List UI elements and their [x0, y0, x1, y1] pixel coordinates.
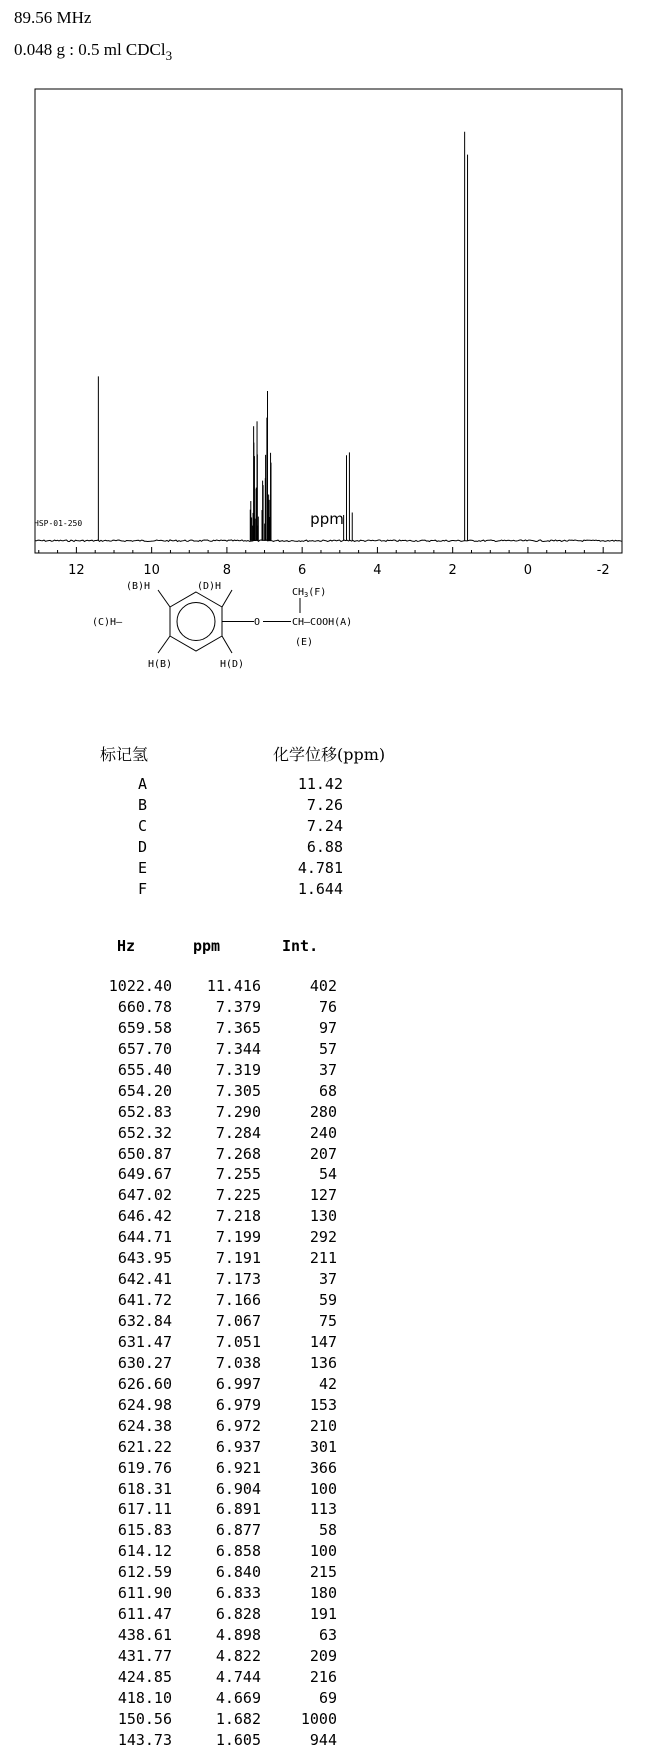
- sample-conditions: [14, 40, 172, 64]
- peak-ppm: 7.225: [215, 1186, 261, 1205]
- peak-int: 180: [309, 1584, 337, 1603]
- peak-int: 944: [309, 1730, 337, 1749]
- peak-hz: 617.11: [117, 1500, 172, 1519]
- peak-hz: 619.76: [117, 1458, 172, 1477]
- peak-ppm: 7.218: [215, 1207, 261, 1226]
- peak-hz: 612.59: [117, 1563, 172, 1582]
- peak-ppm: 7.365: [215, 1018, 261, 1037]
- peak-hz: 614.12: [117, 1542, 172, 1561]
- peak-int: 100: [309, 1479, 337, 1498]
- peak-hz: 626.60: [117, 1374, 172, 1393]
- header-ppm: ppm: [193, 937, 221, 955]
- peak-hz: 657.70: [117, 1039, 172, 1058]
- assignment-shift: 7.26: [306, 796, 343, 814]
- peak-hz: 660.78: [117, 997, 172, 1016]
- peak-int: 59: [318, 1291, 337, 1310]
- peak-hz: 650.87: [117, 1144, 172, 1163]
- peak-hz: 652.83: [117, 1102, 172, 1121]
- header-int: Int.: [282, 937, 319, 955]
- peak-int: 136: [309, 1353, 337, 1372]
- peak-int: 58: [318, 1521, 337, 1540]
- peak-ppm: 7.191: [215, 1249, 261, 1268]
- peak-int: 130: [309, 1207, 337, 1226]
- atom-oxygen: O: [254, 617, 261, 628]
- peak-ppm: 7.173: [215, 1270, 261, 1289]
- peak-hz: 618.31: [117, 1479, 172, 1498]
- peak-ppm: 6.972: [215, 1416, 261, 1435]
- peak-hz: 431.77: [117, 1647, 172, 1665]
- atom-b-top: (B)H: [126, 581, 151, 592]
- peak-int: 147: [309, 1332, 337, 1351]
- x-tick-label: -2: [596, 563, 610, 578]
- assignment-header-label: 标记氢: [100, 745, 149, 764]
- methyl-group: [292, 587, 326, 599]
- sample-subscript: 3: [165, 48, 173, 63]
- atom-c: (C)H—: [92, 617, 123, 628]
- peak-ppm: 7.290: [215, 1102, 261, 1121]
- methyl-label: (F): [308, 587, 327, 598]
- peak-hz: 646.42: [117, 1207, 172, 1226]
- peak-hz: 615.83: [117, 1521, 172, 1540]
- peak-ppm: 6.937: [215, 1437, 261, 1456]
- peak-ppm: 6.921: [215, 1458, 261, 1477]
- assignment-label: D: [138, 838, 148, 856]
- nmr-spectrum-chart: [0, 78, 652, 578]
- assignment-label: C: [138, 817, 148, 835]
- peak-int: 63: [318, 1626, 337, 1645]
- assignment-label: A: [138, 775, 148, 793]
- peak-hz: 1022.40: [108, 977, 172, 995]
- peak-ppm: 4.822: [215, 1647, 261, 1665]
- peak-int: 191: [309, 1605, 337, 1624]
- peak-hz: 624.98: [117, 1395, 172, 1414]
- peak-ppm: 6.858: [215, 1542, 261, 1561]
- peak-int: 54: [318, 1165, 337, 1184]
- peak-int: 1000: [300, 1709, 337, 1728]
- peak-ppm: 6.877: [215, 1521, 261, 1540]
- peak-int: 42: [318, 1374, 337, 1393]
- peak-ppm: 4.744: [215, 1667, 261, 1686]
- peak-hz: 438.61: [117, 1626, 172, 1645]
- sample-text: 0.048 g : 0.5 ml CDCl: [14, 40, 166, 59]
- peak-int: 210: [309, 1416, 337, 1435]
- peak-ppm: 6.828: [215, 1605, 261, 1624]
- assignment-label: E: [138, 859, 148, 877]
- peak-int: 301: [309, 1437, 337, 1456]
- peak-ppm: 4.898: [215, 1626, 261, 1645]
- peak-int: 215: [309, 1563, 337, 1582]
- peak-int: 68: [318, 1081, 337, 1100]
- atom-d-bottom: H(D): [220, 659, 245, 670]
- e-label: (E): [295, 637, 314, 648]
- peak-hz: 641.72: [117, 1291, 172, 1310]
- methyl-subscript: 3: [304, 591, 309, 599]
- peak-ppm: 6.997: [215, 1374, 261, 1393]
- methyl-ch: CH: [292, 587, 305, 598]
- peak-int: 75: [318, 1312, 337, 1330]
- peak-int: 100: [309, 1542, 337, 1561]
- spectrometer-frequency: 89.56 MHz: [14, 8, 92, 27]
- x-tick-label: 4: [373, 563, 382, 578]
- peak-hz: 611.90: [117, 1584, 172, 1603]
- peak-int: 211: [309, 1249, 337, 1268]
- spectrum-code: HSP-01-250: [34, 519, 83, 528]
- peak-int: 292: [309, 1228, 337, 1247]
- assignment-shift: 6.88: [306, 838, 343, 856]
- ch-cooh-group: CH—COOH(A): [292, 617, 353, 628]
- peak-ppm: 1.682: [215, 1709, 261, 1728]
- peak-ppm: 7.166: [215, 1291, 261, 1310]
- peak-hz: 632.84: [117, 1312, 172, 1330]
- peak-int: 97: [318, 1018, 337, 1037]
- peak-int: 207: [309, 1144, 337, 1163]
- peak-hz: 642.41: [117, 1270, 172, 1289]
- peak-ppm: 4.669: [215, 1688, 261, 1707]
- peak-hz: 644.71: [117, 1228, 172, 1247]
- peak-hz: 652.32: [117, 1123, 172, 1142]
- peak-ppm: 7.255: [215, 1165, 261, 1184]
- peak-hz: 611.47: [117, 1605, 172, 1624]
- peak-int: 209: [309, 1647, 337, 1665]
- x-axis-ticks: [39, 547, 622, 553]
- molecular-structure: [80, 568, 420, 718]
- peak-hz: 630.27: [117, 1353, 172, 1372]
- x-tick-label: 12: [68, 563, 85, 578]
- peak-ppm: 7.344: [215, 1039, 261, 1058]
- peak-hz: 649.67: [117, 1165, 172, 1184]
- peak-ppm: 6.891: [215, 1500, 261, 1519]
- x-axis-title: ppm: [310, 510, 344, 528]
- peak-hz: 150.56: [117, 1709, 172, 1728]
- peak-hz: 143.73: [117, 1730, 172, 1749]
- peak-int: 57: [318, 1039, 337, 1058]
- peak-ppm: 11.416: [206, 977, 261, 995]
- peak-ppm: 7.199: [215, 1228, 261, 1247]
- assignment-shift: 11.42: [297, 775, 343, 793]
- spectrum-trace: [35, 540, 622, 542]
- assignment-shift: 7.24: [306, 817, 343, 835]
- peak-int: 240: [309, 1123, 337, 1142]
- peak-int: 127: [309, 1186, 337, 1205]
- peak-hz: 631.47: [117, 1332, 172, 1351]
- peak-hz: 643.95: [117, 1249, 172, 1268]
- peak-int: 153: [309, 1395, 337, 1414]
- spectrum-peaks: [98, 132, 467, 541]
- peak-ppm: 6.904: [215, 1479, 261, 1498]
- peak-int: 113: [309, 1500, 337, 1519]
- peak-int: 216: [309, 1667, 337, 1686]
- peak-int: 402: [309, 977, 337, 995]
- assignment-label: B: [138, 796, 148, 814]
- peak-ppm: 1.605: [215, 1730, 261, 1749]
- peak-hz: 659.58: [117, 1018, 172, 1037]
- peak-hz: 655.40: [117, 1060, 172, 1079]
- peak-ppm: 7.067: [215, 1312, 261, 1330]
- assignment-label: F: [138, 880, 148, 898]
- header-hz: Hz: [117, 937, 136, 955]
- peak-int: 37: [318, 1060, 337, 1079]
- peak-ppm: 7.319: [215, 1060, 261, 1079]
- peak-ppm: 6.833: [215, 1584, 261, 1603]
- peak-int: 280: [309, 1102, 337, 1121]
- peak-hz: 654.20: [117, 1081, 172, 1100]
- x-tick-label: 6: [298, 563, 307, 578]
- peak-hz: 647.02: [117, 1186, 172, 1205]
- peak-ppm: 7.268: [215, 1144, 261, 1163]
- x-tick-label: 10: [143, 563, 160, 578]
- peak-ppm: 7.305: [215, 1081, 261, 1100]
- atom-d-top: (D)H: [197, 581, 222, 592]
- peak-ppm: 6.840: [215, 1563, 261, 1582]
- peak-ppm: 7.379: [215, 997, 261, 1016]
- peak-int: 366: [309, 1458, 337, 1477]
- peak-hz: 621.22: [117, 1437, 172, 1456]
- peak-int: 37: [318, 1270, 337, 1289]
- assignment-shift: 4.781: [297, 859, 343, 877]
- assignment-shift: 1.644: [297, 880, 343, 898]
- x-tick-label: 0: [523, 563, 533, 578]
- peak-int: 69: [318, 1688, 337, 1707]
- peak-ppm: 6.979: [215, 1395, 261, 1414]
- x-tick-label: 2: [448, 563, 457, 578]
- peak-ppm: 7.284: [215, 1123, 261, 1142]
- assignment-header-shift: 化学位移(ppm): [273, 745, 386, 764]
- peak-ppm: 7.051: [215, 1332, 261, 1351]
- plot-frame: [35, 89, 622, 553]
- peak-ppm: 7.038: [215, 1353, 261, 1372]
- x-tick-label: 8: [222, 563, 232, 578]
- atom-b-bottom: H(B): [148, 659, 173, 670]
- peak-int: 76: [318, 997, 337, 1016]
- benzene-ring: [158, 590, 300, 653]
- peak-hz: 624.38: [117, 1416, 172, 1435]
- peak-hz: 424.85: [117, 1667, 172, 1686]
- peak-hz: 418.10: [117, 1688, 172, 1707]
